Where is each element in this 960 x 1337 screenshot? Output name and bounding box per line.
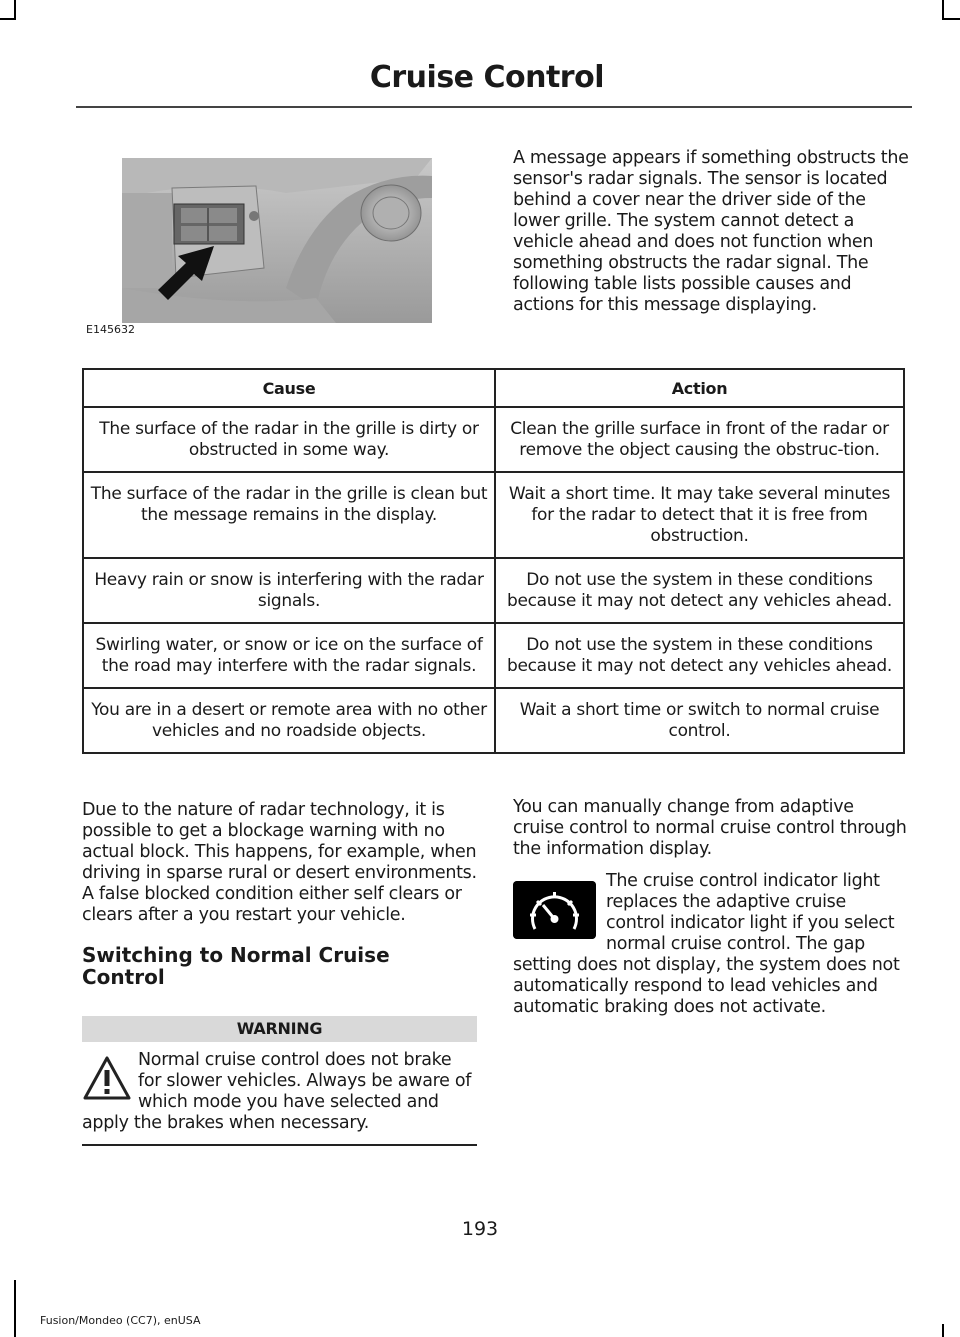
page-title: Cruise Control <box>369 60 604 95</box>
radar-sensor-illustration <box>86 138 436 338</box>
figure-code: E145632 <box>86 323 135 336</box>
warning-triangle-icon <box>82 1054 132 1104</box>
table-row <box>83 688 904 753</box>
action-cell: Do not use the system in these conditions because it may not detect any vehicles ahead. <box>495 558 904 623</box>
column-header-cause: Cause <box>83 369 495 407</box>
cruise-control-indicator-icon <box>513 881 596 939</box>
crop-mark <box>942 0 944 20</box>
indicator-light-paragraph: The cruise control indicator light replaces the adaptive cruise control indicator light if you select normal cruise control. The gap setting does not display, the system does not automatically respond to lead vehicles and automatic braking does not activate. <box>513 871 900 1017</box>
action-cell: Clean the grille surface in front of the radar or remove the object causing the obstruc-tion. <box>495 407 904 472</box>
warning-text: Normal cruise control does not brake for slower vehicles. Always be aware of which mode you have selected and apply the brakes when necessary. <box>82 1050 472 1133</box>
crop-mark <box>0 18 14 20</box>
table-row <box>83 407 904 472</box>
intro-paragraph: A message appears if something obstructs the sensor's radar signals. The sensor is located behind a cover near the driver side of the lower grille. The system cannot detect a vehicle ahead and does not function when something obstructs the radar signal. The following table lists possible causes and actions for this message displaying. <box>513 148 909 315</box>
causes-actions-table <box>82 368 905 754</box>
left-column <box>82 800 477 1146</box>
crop-mark <box>14 0 16 20</box>
radar-blockage-paragraph: Due to the nature of radar technology, it is possible to get a blockage warning with no actual block. This happens, for example, when driving in sparse rural or desert environments. A false blocked condition either self clears or clears after a you restart your vehicle. <box>82 800 477 925</box>
manual-change-paragraph: You can manually change from adaptive cruise control to normal cruise control through the information display. <box>513 797 907 859</box>
column-header-action: Action <box>495 369 904 407</box>
warning-title: WARNING <box>82 1016 477 1042</box>
cause-cell: The surface of the radar in the grille is dirty or obstructed in some way. <box>83 407 495 472</box>
crop-mark <box>942 18 960 20</box>
cause-cell: The surface of the radar in the grille is clean but the message remains in the display. <box>83 472 495 558</box>
table-row <box>83 623 904 688</box>
section-heading: Switching to Normal Cruise Control <box>82 943 390 989</box>
cause-cell: You are in a desert or remote area with no other vehicles and no roadside objects. <box>83 688 495 753</box>
footer-text: Fusion/Mondeo (CC7), enUSA <box>40 1314 201 1327</box>
table-header-row <box>83 369 904 407</box>
action-cell: Wait a short time. It may take several minutes for the radar to detect that it is free from obstruction. <box>495 472 904 558</box>
header-divider <box>76 106 912 108</box>
action-cell: Do not use the system in these conditions because it may not detect any vehicles ahead. <box>495 623 904 688</box>
table-row <box>83 558 904 623</box>
warning-box <box>82 1050 477 1146</box>
page-number: 193 <box>461 1218 499 1240</box>
table-row <box>83 472 904 558</box>
radar-sensor-figure <box>86 138 436 338</box>
cause-cell: Swirling water, or snow or ice on the surface of the road may interfere with the radar signals. <box>83 623 495 688</box>
cause-cell: Heavy rain or snow is interfering with the radar signals. <box>83 558 495 623</box>
action-cell: Wait a short time or switch to normal cruise control. <box>495 688 904 753</box>
crop-mark <box>14 1280 16 1337</box>
crop-mark <box>942 1324 944 1337</box>
right-column <box>513 797 908 1018</box>
